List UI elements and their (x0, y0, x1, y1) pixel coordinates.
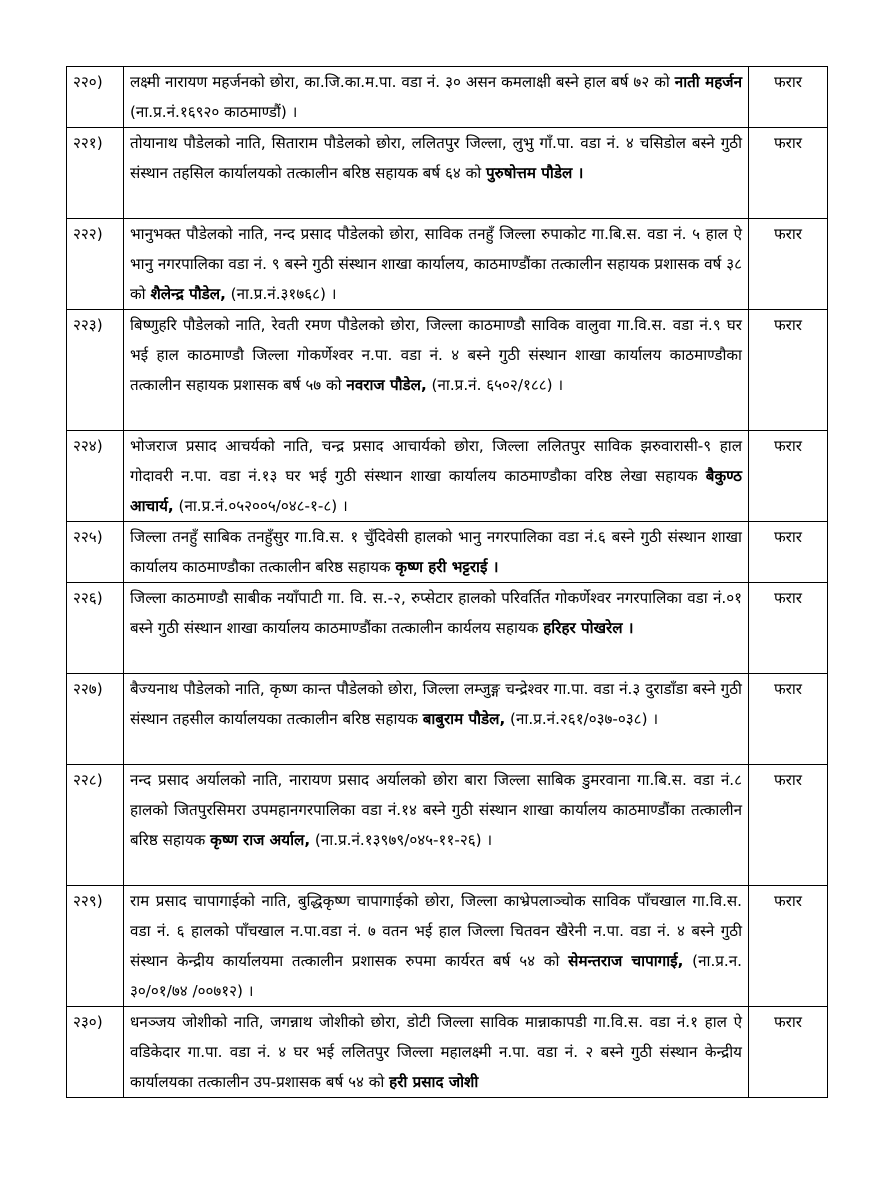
serial-number: २२६) (67, 583, 124, 674)
description-suffix: (ना.प्र.न. ३०/०१/७४ /००७१२) । (130, 952, 743, 1000)
serial-number: २२७) (67, 674, 124, 765)
person-description (124, 310, 749, 431)
table-row (67, 674, 828, 765)
description-text: बिष्णुहरि पौडेलको नाति, रेवती रमण पौडेलको छोरा, जिल्ला काठमाण्डौ साविक वालुवा गा.वि.स. वडा नं.९ घर भई हाल काठमाण्डौ जिल्ला गोकर्णेश्वर न.पा. वडा नं. ४ बस्ने गुठी संस्थान शाखा कार्यालय काठमाण्डौका तत्कालीन सहायक प्रशासक बर्ष ५७ को (130, 316, 742, 394)
person-name: पुरुषोत्तम पौडेल । (486, 164, 584, 182)
description-text: जिल्ला काठमाण्डौ साबीक नयाँपाटी गा. वि. स.-२, रुप्सेटार हालको परिवर्तित गोकर्णेश्वर नगरपालिका वडा नं.०१ बस्ने गुठी संस्थान शाखा कार्यालय काठमाण्डौंका तत्कालीन कार्यलय सहायक (130, 589, 742, 637)
table-row (67, 219, 828, 310)
table-row (67, 886, 828, 1007)
description-text: भोजराज प्रसाद आचर्यको नाति, चन्द्र प्रसाद आचार्यको छोरा, जिल्ला ललितपुर साविक झरुवारासी-९ हाल गोदावरी न.पा. वडा नं.१३ घर भई गुठी संस्थान शाखा कार्यालय काठमाण्डौका वरिष्ठ लेखा सहायक (130, 437, 742, 485)
person-name: कृष्ण राज अर्याल, (210, 831, 311, 849)
status-cell: फरार (749, 128, 828, 219)
serial-number: २२१) (67, 128, 124, 219)
person-description (124, 431, 749, 522)
table-row (67, 522, 828, 583)
description-suffix: (ना.प्र.नं.१३९७९/०४५-११-२६) । (310, 831, 493, 849)
serial-number: २२९) (67, 886, 124, 1007)
person-description (124, 67, 749, 128)
status-cell: फरार (749, 1007, 828, 1098)
serial-number: २३०) (67, 1007, 124, 1098)
table-row (67, 67, 828, 128)
person-description (124, 583, 749, 674)
status-cell: फरार (749, 522, 828, 583)
table-row (67, 583, 828, 674)
serial-number: २२८) (67, 765, 124, 886)
status-cell: फरार (749, 67, 828, 128)
person-name: बैकुण्ठ आचार्य, (130, 467, 742, 515)
table-row (67, 128, 828, 219)
table-row (67, 310, 828, 431)
person-description (124, 128, 749, 219)
person-name: हरी प्रसाद जोशी (389, 1073, 479, 1091)
person-description (124, 522, 749, 583)
table-row (67, 1007, 828, 1098)
person-name: सेमन्तराज चापागाई, (568, 952, 684, 970)
status-cell: फरार (749, 431, 828, 522)
person-name: नाती महर्जन (674, 73, 742, 91)
status-cell: फरार (749, 765, 828, 886)
person-name: शैलेन्द्र पौडेल, (150, 285, 226, 303)
status-cell: फरार (749, 583, 828, 674)
description-suffix: (ना.प्र.नं.३१७६८) । (225, 285, 337, 303)
description-text: भानुभक्त पौडेलको नाति, नन्द प्रसाद पौडेलको छोरा, साविक तनहुँ जिल्ला रुपाकोट गा.बि.स. वडा नं. ५ हाल ऐ भानु नगरपालिका वडा नं. ९ बस्ने गुठी संस्थान शाखा कार्यालय, काठमाण्डौंका तत्कालीन सहायक प्रशासक वर्ष ३८ को (130, 225, 742, 303)
person-name: हरिहर पोखरेल । (543, 619, 634, 637)
description-suffix: (ना.प्र.नं.२६१/०३७-०३८) । (505, 710, 659, 728)
status-cell: फरार (749, 886, 828, 1007)
description-text: राम प्रसाद चापागाईको नाति, बुद्धिकृष्ण चापागाईको छोरा, जिल्ला काभ्रेपलाञ्चोक साविक पाँचखाल गा.वि.स. वडा नं. ६ हालको पाँचखाल न.पा.वडा नं. ७ वतन भई हाल जिल्ला चितवन खैरेनी न.पा. वडा नं. ४ बस्ने गुठी संस्थान केन्द्रीय कार्यालयमा तत्कालीन प्रशासक रुपमा कार्यरत बर्ष ५४ को (130, 892, 742, 970)
description-text: बैज्यनाथ पौडेलको नाति, कृष्ण कान्त पौडेलको छोरा, जिल्ला लम्जुङ्ग चन्द्रेश्वर गा.पा. वडा नं.३ दुराडाँडा बस्ने गुठी संस्थान तहसील कार्यालयका तत्कालीन बरिष्ठ सहायक (130, 680, 742, 728)
description-text: तोयानाथ पौडेलको नाति, सिताराम पौडेलको छोरा, ललितपुर जिल्ला, लुभु गाँ.पा. वडा नं. ४ चसिडोल बस्ने गुठी संस्थान तहसिल कार्यालयको तत्कालीन बरिष्ठ सहायक बर्ष ६४ को (130, 134, 742, 182)
person-description (124, 674, 749, 765)
status-cell: फरार (749, 310, 828, 431)
person-name: नवराज पौडेल, (346, 376, 427, 394)
description-suffix: (ना.प्र.नं. ६५०२/१८८) । (426, 376, 564, 394)
person-description (124, 886, 749, 1007)
person-description (124, 219, 749, 310)
person-name: बाबुराम पौडेल, (422, 710, 506, 728)
table-row (67, 431, 828, 522)
serial-number: २२५) (67, 522, 124, 583)
description-suffix: (ना.प्र.नं.०५२००५/०४८-१-८) । (173, 497, 348, 515)
serial-number: २२२) (67, 219, 124, 310)
person-name: कृष्ण हरी भट्टराई । (395, 558, 499, 576)
absconder-list-table (66, 66, 828, 1098)
serial-number: २२०) (67, 67, 124, 128)
description-text: जिल्ला तनहुँ साबिक तनहुँसुर गा.वि.स. १ चुँदिवेसी हालको भानु नगरपालिका वडा नं.६ बस्ने गुठी संस्थान शाखा कार्यालय काठमाण्डौका तत्कालीन बरिष्ठ सहायक (130, 528, 742, 576)
status-cell: फरार (749, 674, 828, 765)
description-suffix: (ना.प्र.नं.१६९२० काठमाण्डौं) । (130, 103, 298, 121)
serial-number: २२३) (67, 310, 124, 431)
description-text: धनञ्जय जोशीको नाति, जगन्नाथ जोशीको छोरा, डोटी जिल्ला साविक मान्नाकापडी गा.वि.स. वडा नं.१ हाल ऐ वडिकेदार गा.पा. वडा नं. ४ घर भई ललितपुर जिल्ला महालक्ष्मी न.पा. वडा नं. २ बस्ने गुठी संस्थान केन्द्रीय कार्यालयका तत्कालीन उप-प्रशासक बर्ष ५४ को (130, 1013, 742, 1091)
description-text: नन्द प्रसाद अर्यालको नाति, नारायण प्रसाद अर्यालको छोरा बारा जिल्ला साबिक डुमरवाना गा.बि.स. वडा नं.८ हालको जितपुरसिमरा उपमहानगरपालिका वडा नं.१४ बस्ने गुठी संस्थान शाखा कार्यालय काठमाण्डौंका तत्कालीन बरिष्ठ सहायक (130, 771, 742, 849)
person-description (124, 765, 749, 886)
description-text: लक्ष्मी नारायण महर्जनको छोरा, का.जि.का.म.पा. वडा नं. ३० असन कमलाक्षी बस्ने हाल बर्ष ७२ को (130, 73, 675, 91)
person-description (124, 1007, 749, 1098)
serial-number: २२४) (67, 431, 124, 522)
table-row (67, 765, 828, 886)
status-cell: फरार (749, 219, 828, 310)
